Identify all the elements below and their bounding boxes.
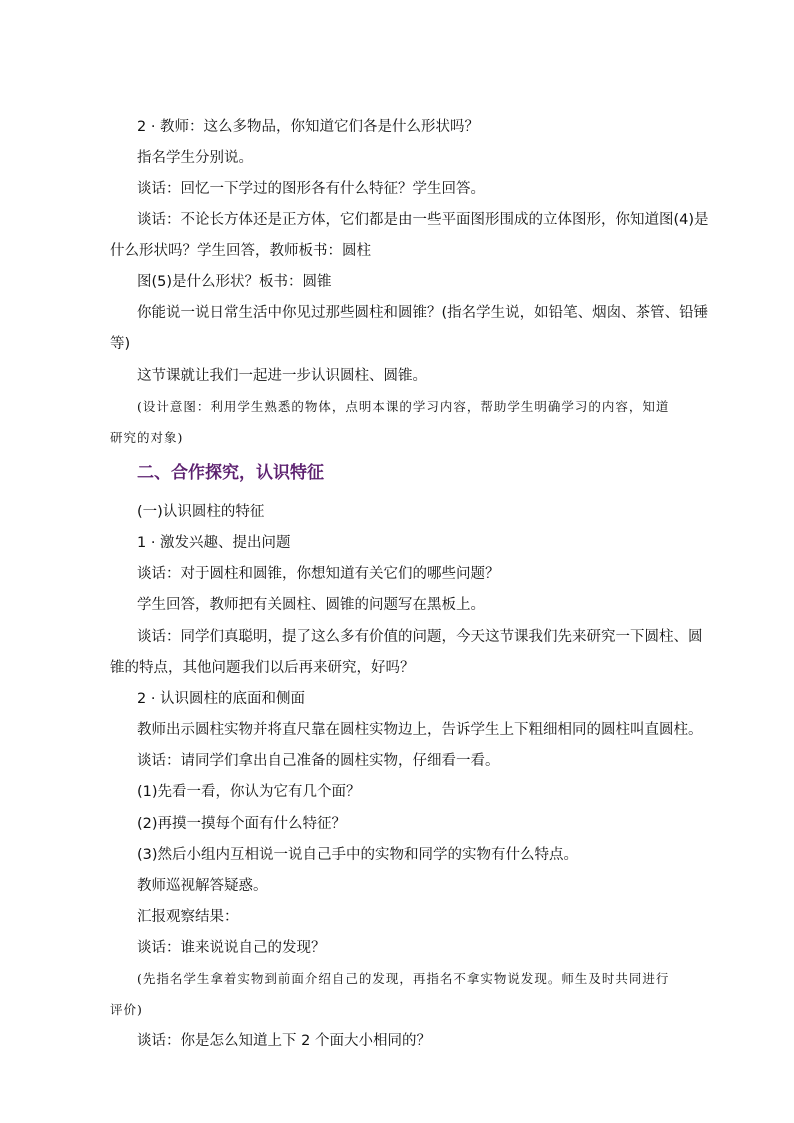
paragraph: 这节课就让我们一起进一步认识圆柱、圆锥。 — [137, 368, 427, 384]
design-intent-note: (设计意图：利用学生熟悉的物体，点明本课的学习内容，帮助学生明确学习的内容，知道 — [137, 399, 670, 414]
paragraph: 谈话：谁来说说自己的发现？ — [137, 940, 326, 956]
paragraph: 什么形状吗？学生回答，教师板书：圆柱 — [110, 243, 371, 259]
teaching-note: 评价) — [110, 1002, 143, 1017]
section-heading: 二、合作探究，认识特征 — [137, 463, 324, 483]
paragraph: 谈话：不论长方体还是正方体，它们都是由一些平面图形围成的立体图形，你知道图(4)是 — [137, 212, 709, 228]
step-title: 2 · 认识圆柱的底面和侧面 — [137, 691, 306, 707]
paragraph: (3)然后小组内互相说一说自己手中的实物和同学的实物有什么特点。 — [137, 847, 579, 863]
paragraph: 等) — [110, 336, 131, 352]
paragraph: 学生回答，教师把有关圆柱、圆锥的问题写在黑板上。 — [137, 597, 485, 613]
paragraph: 谈话：对于圆柱和圆锥，你想知道有关它们的哪些问题？ — [137, 566, 500, 582]
design-intent-note: 研究的对象) — [110, 430, 184, 445]
paragraph: 你能说一说日常生活中你见过那些圆柱和圆锥？(指名学生说，如铅笔、烟囱、茶管、铅锤 — [137, 305, 709, 321]
paragraph: 谈话：回忆一下学过的图形各有什么特征？学生回答。 — [137, 181, 485, 197]
paragraph: 图(5)是什么形状？板书：圆锥 — [137, 274, 332, 290]
subsection-title: (一)认识圆柱的特征 — [137, 504, 265, 520]
paragraph: 谈话：你是怎么知道上下 2 个面大小相同的？ — [137, 1033, 431, 1049]
paragraph-teacher-question: 2 · 教师：这么多物品，你知道它们各是什么形状吗？ — [137, 119, 480, 135]
paragraph: 汇报观察结果： — [137, 909, 239, 925]
paragraph: 谈话：请同学们拿出自己准备的圆柱实物，仔细看一看。 — [137, 753, 500, 769]
paragraph: 教师出示圆柱实物并将直尺靠在圆柱实物边上，告诉学生上下粗细相同的圆柱叫直圆柱。 — [137, 722, 703, 738]
teaching-note: (先指名学生拿着实物到前面介绍自己的发现，再指名不拿实物说发现。师生及时共同进行 — [137, 971, 670, 986]
paragraph: 指名学生分别说。 — [137, 150, 253, 166]
paragraph: (2)再摸一摸每个面有什么特征？ — [137, 816, 347, 832]
paragraph: 谈话：同学们真聪明，提了这么多有价值的问题，今天这节课我们先来研究一下圆柱、圆 — [137, 629, 703, 645]
paragraph: (1)先看一看，你认为它有几个面？ — [137, 784, 361, 800]
paragraph: 教师巡视解答疑惑。 — [137, 878, 268, 894]
step-title: 1 · 激发兴趣、提出问题 — [137, 535, 291, 551]
paragraph: 锥的特点，其他问题我们以后再来研究，好吗？ — [110, 660, 415, 676]
